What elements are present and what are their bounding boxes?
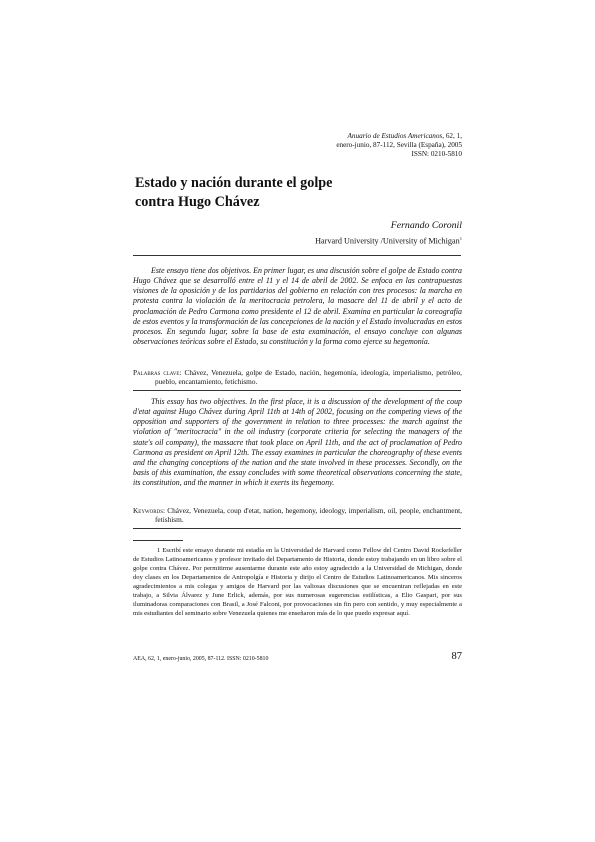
journal-volume: , 62, 1, [442, 132, 462, 140]
abstract-spanish-text: Este ensayo tiene dos objetivos. En primer lugar, es una discusión sobre el golpe de Estado contra Hugo Chávez que se desarrolló entre el 11 y el 14 de abril de 2002. Se enfoca en las contrapuestas visiones de la oposición y de los partidarios del gobierno en relación con tres procesos: la marcha en protesta contra la violación de la meritocracia petrolera, la masacre del 11 de abril y el acto de proclamación de Pedro Carmona como presidente el 12 de abril. Examina en particular la coreografía de estos eventos y la transformación de las concepciones de la nación y el Estado involucradas en estos procesos. En segundo lugar, sobre la base de esta examinación, el ensayo concluye con algunas observaciones teóricas sobre el Estado, su constitución y la forma como ejerce su hegemonía. [133, 266, 462, 347]
author-name: Fernando Coronil [390, 220, 462, 231]
title-line: contra Hugo Chávez [135, 193, 260, 210]
footnote-text: 1 Escribí este ensayo durante mi estadía en la Universidad de Harvard como Fellow del Centro David Rockefeller de Estudios Latinoamericanos y profesor invitado del Departamento de Historia, donde estoy trabajando en un libro sobre el golpe contra Chávez. Por permitirme ausentarme durante este año estoy agradecido a la Universidad de Michigan, donde doy clases en los Departamentos de Antropolgía e Historia y dirijo el Centro de Estudios Latinoamericanos. Mis sinceros agradecimientos a mis colegas y amigos de Harvard por las valiosas discusiones que se encuentran reflejadas en este trabajo, a Silvia Álvarez y June Erlick, además, por sus numerosas sugerencias estilísticas, a Elio Gaspari, por sus iluminadoras comparaciones con Brasil, a José Falconi, por provocaciones sin fin pero con sentido, y muy especialmente a mis estudiantes del seminario sobre Venezuela quienes me enseñaron más de lo que puedo expresar aquí. [133, 547, 462, 617]
page-number: 87 [451, 651, 462, 662]
footnote [133, 547, 462, 619]
divider [133, 390, 461, 391]
footnote-marker: 1 [459, 236, 462, 241]
journal-issn: ISSN: 0210-5810 [411, 150, 462, 159]
keywords-label: Palabras clave: [133, 368, 182, 377]
journal-issue-line: enero-junio, 87-112, Sevilla (España), 2005 [336, 141, 462, 150]
keywords-label: Keywords: [133, 506, 166, 515]
author-affiliation [315, 236, 462, 246]
title-line: Estado y nación durante el golpe [135, 175, 333, 191]
article-title [135, 174, 455, 211]
keywords-text: Chávez, Venezuela, coup d'etat, nation, hegemony, ideology, imperialism, oil, people, enchantment, fetishism. [155, 506, 463, 525]
journal-name: Anuario de Estudios Americanos [347, 132, 443, 140]
journal-title-line [162, 132, 462, 141]
affiliation-text: Harvard University /University of Michigan [315, 236, 460, 246]
footnote-separator [133, 540, 183, 541]
keywords-spanish [133, 368, 462, 387]
divider [133, 528, 461, 529]
keywords-english [133, 506, 462, 525]
abstract-english [133, 397, 462, 488]
abstract-english-text: This essay has two objectives. In the first place, it is a discussion of the development of the coup d'etat against Hugo Chávez during April 11th at 14th of 2002, focusing on the competing views of the opposition and supporters of the government in relation to three processes: the march against the violation of "meritocracia" in the oil industry (corporate criteria for selecting the managers of the state's oil company), the massacre that took place on April 11th, and the act of proclamation of Pedro Carmona as president on April 12th. The essay examines in particular the choreography of these events and the changing conceptions of the nation and the state involved in these processes. Secondly, on the basis of this examination, the essay concludes with some theoretical observations concerning the state, its constitution, and the manner in which it exerts its hegemony. [133, 397, 462, 488]
divider [133, 255, 461, 256]
abstract-spanish [133, 266, 462, 347]
footer-citation: AEA, 62, 1, enero-junio, 2005, 87-112. ISSN: 0210-5810 [133, 656, 269, 662]
keywords-text: Chávez, Venezuela, golpe de Estado, nación, hegemonía, ideología, imperialismo, petróleo, pueblo, encantamiento, fetichismo. [155, 368, 462, 387]
journal-info [162, 132, 462, 160]
